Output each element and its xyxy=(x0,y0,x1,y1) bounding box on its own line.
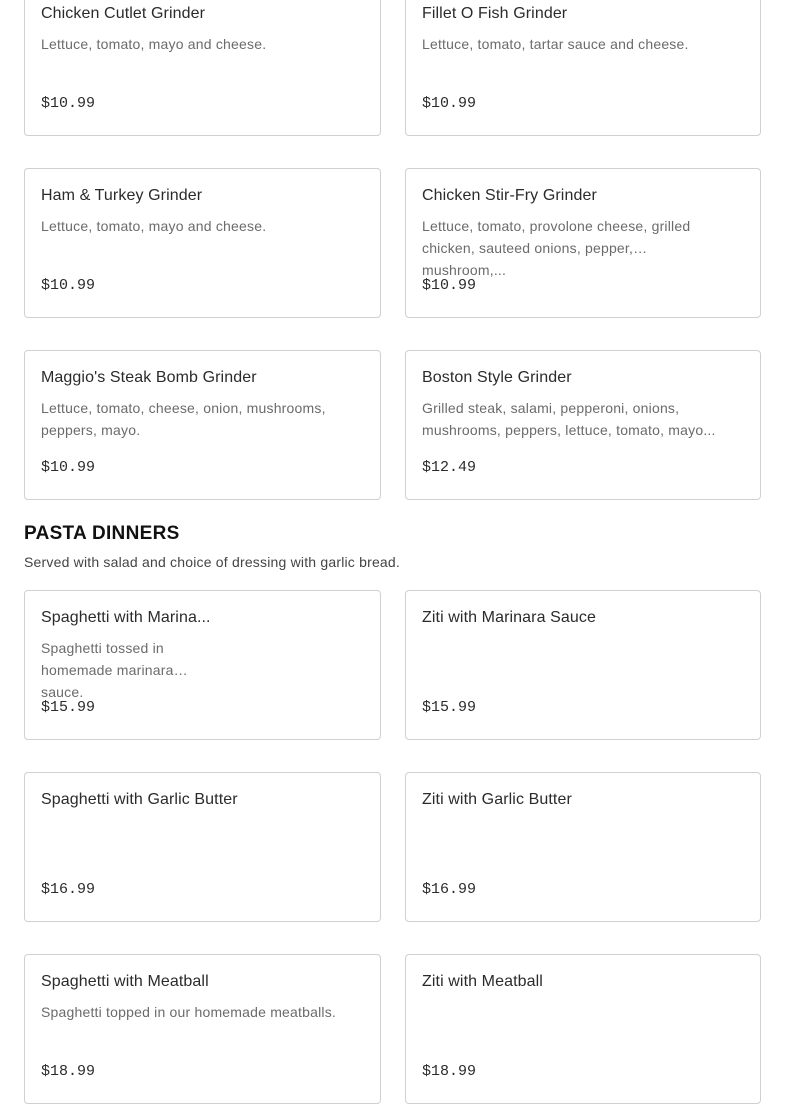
menu-item-price: $18.99 xyxy=(41,1063,96,1080)
menu-item-description: Spaghetti topped in our homemade meatballs. xyxy=(41,1004,337,1020)
menu-item-name: Fillet O Fish Grinder xyxy=(422,5,568,22)
menu-item-name: Ziti with Meatball xyxy=(422,973,543,990)
menu-item-description: Lettuce, tomato, provolone cheese, grilled chicken, sauteed onions, pepper, mushroom,... xyxy=(422,218,691,278)
menu-item-price: $18.99 xyxy=(422,1063,477,1080)
menu-item-name: Boston Style Grinder xyxy=(422,369,572,386)
menu-item-description: Lettuce, tomato, tartar sauce and cheese. xyxy=(422,36,689,52)
menu-item-card[interactable] xyxy=(24,772,381,922)
menu-item-price: $15.99 xyxy=(422,699,477,716)
menu-item-price: $10.99 xyxy=(41,95,96,112)
menu-item-name: Ziti with Marinara Sauce xyxy=(422,609,597,626)
menu-item-description: Lettuce, tomato, mayo and cheese. xyxy=(41,36,267,52)
menu-item-card[interactable] xyxy=(24,350,381,500)
menu-item-description: Lettuce, tomato, cheese, onion, mushrooms, peppers, mayo. xyxy=(41,400,326,438)
menu-item-price: $10.99 xyxy=(41,459,96,476)
menu-item-card[interactable] xyxy=(24,954,381,1104)
menu-item-name: Chicken Stir-Fry Grinder xyxy=(422,187,597,204)
section-subtitle: Served with salad and choice of dressing with garlic bread. xyxy=(24,554,400,570)
menu-item-name: Ziti with Garlic Butter xyxy=(422,791,572,808)
menu-item-card[interactable] xyxy=(405,772,761,922)
menu-item-price: $16.99 xyxy=(41,881,96,898)
menu-item-card[interactable] xyxy=(405,350,761,500)
menu-item-price: $15.99 xyxy=(41,699,96,716)
menu-item-description: Lettuce, tomato, mayo and cheese. xyxy=(41,218,267,234)
menu-item-card[interactable] xyxy=(405,954,761,1104)
menu-item-description: Spaghetti tossed in homemade marinara sauce. xyxy=(41,640,174,700)
menu-item-card[interactable] xyxy=(405,590,761,740)
menu-item-name: Spaghetti with Meatball xyxy=(41,973,209,990)
menu-item-price: $10.99 xyxy=(41,277,96,294)
menu-item-name: Ham & Turkey Grinder xyxy=(41,187,203,204)
menu-item-card[interactable] xyxy=(24,168,381,318)
menu-item-name: Maggio's Steak Bomb Grinder xyxy=(41,369,257,386)
menu-item-name: Spaghetti with Marina... xyxy=(41,609,211,626)
menu-item-price: $16.99 xyxy=(422,881,477,898)
menu-item-card[interactable] xyxy=(405,168,761,318)
menu-item-price: $10.99 xyxy=(422,95,477,112)
menu-item-name: Chicken Cutlet Grinder xyxy=(41,5,206,22)
menu-item-price: $10.99 xyxy=(422,277,477,294)
section-title: PASTA DINNERS xyxy=(24,523,180,544)
menu-item-card[interactable] xyxy=(405,0,761,136)
menu-item-description: Grilled steak, salami, pepperoni, onions, mushrooms, peppers, lettuce, tomato, mayo... xyxy=(422,400,716,438)
menu-item-card[interactable] xyxy=(24,590,381,740)
menu-item-card[interactable] xyxy=(24,0,381,136)
menu-item-name: Spaghetti with Garlic Butter xyxy=(41,791,238,808)
menu-item-price: $12.49 xyxy=(422,459,477,476)
